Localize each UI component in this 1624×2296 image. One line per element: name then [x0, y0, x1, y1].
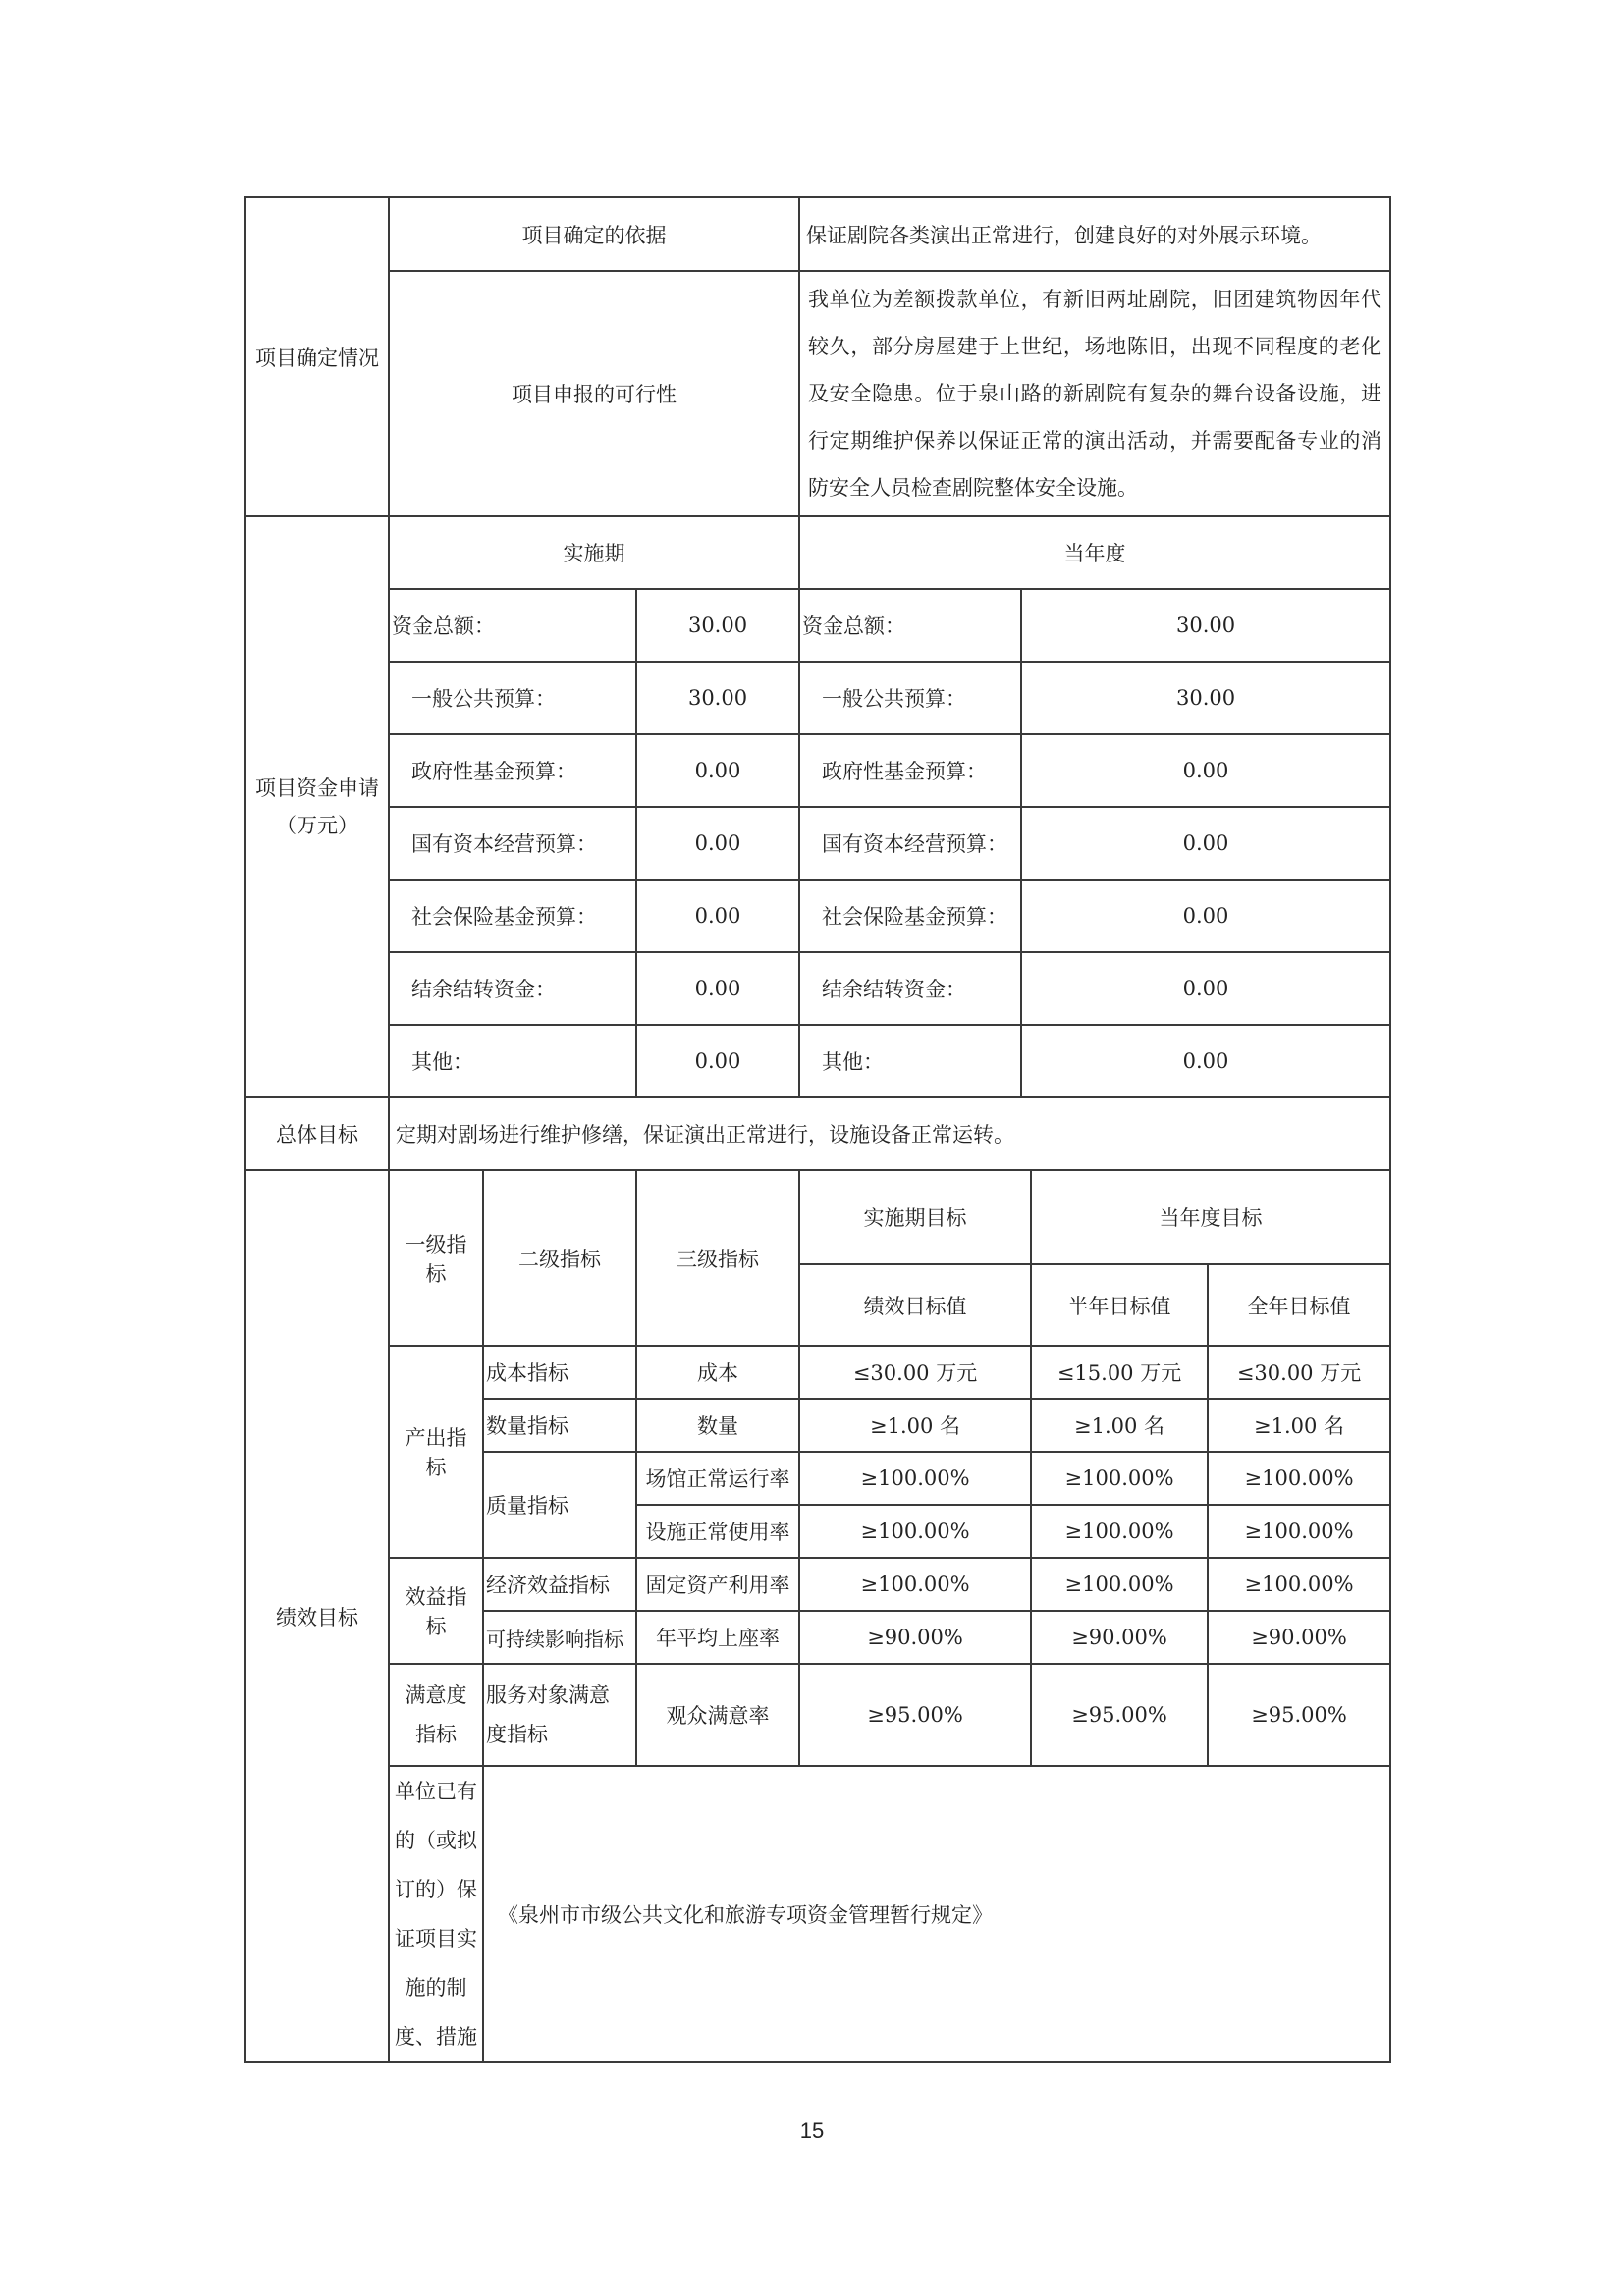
page-number: 15	[799, 2118, 825, 2143]
indicator-full-year: ≥100.00%	[1208, 1505, 1390, 1558]
indicator-perf-value: ≥100.00%	[799, 1505, 1031, 1558]
funding-label: 结余结转资金：	[389, 952, 636, 1025]
funding-year-value: 30.00	[1021, 589, 1390, 662]
funding-header-row	[245, 516, 1390, 589]
indicator-half-year: ≥100.00%	[1031, 1505, 1208, 1558]
funding-period-header: 实施期	[389, 516, 799, 589]
funding-year-value: 0.00	[1021, 880, 1390, 952]
funding-year-value: 0.00	[1021, 734, 1390, 807]
funding-row	[245, 734, 1390, 807]
indicator-half-year: ≤15.00 万元	[1031, 1346, 1208, 1399]
header-half-year: 半年目标值	[1031, 1264, 1208, 1346]
indicator-full-year: ≥100.00%	[1208, 1452, 1390, 1505]
overall-goal-text: 定期对剧场进行维护修缮，保证演出正常进行，设施设备正常运转。	[389, 1097, 1390, 1170]
funding-row	[245, 880, 1390, 952]
indicator-row	[245, 1664, 1390, 1766]
funding-label: 一般公共预算：	[389, 662, 636, 734]
funding-label: 政府性基金预算：	[389, 734, 636, 807]
measures-label: 单位已有的（或拟订的）保证项目实施的制度、措施	[389, 1766, 483, 2062]
measures-text: 《泉州市市级公共文化和旅游专项资金管理暂行规定》	[483, 1766, 1390, 2062]
indicator-level2: 经济效益指标	[483, 1558, 636, 1611]
indicator-level3: 设施正常使用率	[636, 1505, 799, 1558]
indicator-level2: 成本指标	[483, 1346, 636, 1399]
funding-year-label: 社会保险基金预算：	[799, 880, 1021, 952]
indicator-level3: 固定资产利用率	[636, 1558, 799, 1611]
project-performance-table	[244, 196, 1391, 2063]
header-level1: 一级指标	[389, 1170, 483, 1346]
indicator-half-year: ≥95.00%	[1031, 1664, 1208, 1766]
measures-row	[245, 1766, 1390, 2062]
header-period-target: 实施期目标	[799, 1170, 1031, 1264]
indicator-full-year: ≥1.00 名	[1208, 1399, 1390, 1452]
group-benefit: 效益指标	[389, 1558, 483, 1664]
basis-row	[245, 197, 1390, 271]
indicator-perf-value: ≥100.00%	[799, 1452, 1031, 1505]
indicator-full-year: ≥90.00%	[1208, 1611, 1390, 1664]
indicator-full-year: ≤30.00 万元	[1208, 1346, 1390, 1399]
indicator-level3: 观众满意率	[636, 1664, 799, 1766]
funding-row	[245, 662, 1390, 734]
funding-period-value: 0.00	[636, 734, 799, 807]
indicator-level2: 质量指标	[483, 1452, 636, 1558]
indicator-half-year: ≥100.00%	[1031, 1452, 1208, 1505]
funding-label: 社会保险基金预算：	[389, 880, 636, 952]
indicator-row	[245, 1346, 1390, 1399]
feasibility-row	[245, 271, 1390, 516]
funding-year-value: 30.00	[1021, 662, 1390, 734]
group-output: 产出指标	[389, 1346, 483, 1558]
funding-year-header: 当年度	[799, 516, 1390, 589]
overall-goal-label: 总体目标	[245, 1097, 389, 1170]
indicator-level3: 数量	[636, 1399, 799, 1452]
funding-period-value: 30.00	[636, 589, 799, 662]
indicator-level2: 服务对象满意度指标	[483, 1664, 636, 1766]
funding-period-value: 0.00	[636, 880, 799, 952]
indicator-full-year: ≥100.00%	[1208, 1558, 1390, 1611]
funding-row	[245, 807, 1390, 880]
indicator-level3: 场馆正常运行率	[636, 1452, 799, 1505]
performance-header-row	[245, 1170, 1390, 1264]
indicator-perf-value: ≥1.00 名	[799, 1399, 1031, 1452]
feasibility-text: 我单位为差额拨款单位，有新旧两址剧院，旧团建筑物因年代较久，部分房屋建于上世纪，场地陈旧，出现不同程度的老化及安全隐患。位于泉山路的新剧院有复杂的舞台设备设施，进行定期维护保养以保证正常的演出活动，并需要配备专业的消防安全人员检查剧院整体安全设施。	[799, 271, 1390, 516]
funding-section-label: 项目资金申请（万元）	[245, 516, 389, 1097]
project-basis-section-label: 项目确定情况	[245, 197, 389, 516]
group-satisfaction: 满意度指标	[389, 1664, 483, 1766]
funding-year-label: 政府性基金预算：	[799, 734, 1021, 807]
indicator-row	[245, 1558, 1390, 1611]
indicator-perf-value: ≥95.00%	[799, 1664, 1031, 1766]
indicator-level3: 成本	[636, 1346, 799, 1399]
overall-goal-row	[245, 1097, 1390, 1170]
header-level2: 二级指标	[483, 1170, 636, 1346]
performance-section-label: 绩效目标	[245, 1170, 389, 2062]
indicator-level2: 数量指标	[483, 1399, 636, 1452]
funding-year-value: 0.00	[1021, 1025, 1390, 1097]
header-year-target: 当年度目标	[1031, 1170, 1390, 1264]
indicator-half-year: ≥1.00 名	[1031, 1399, 1208, 1452]
funding-year-label: 结余结转资金：	[799, 952, 1021, 1025]
basis-text: 保证剧院各类演出正常进行，创建良好的对外展示环境。	[799, 197, 1390, 271]
funding-row	[245, 589, 1390, 662]
funding-period-value: 0.00	[636, 1025, 799, 1097]
funding-year-label: 国有资本经营预算：	[799, 807, 1021, 880]
funding-year-value: 0.00	[1021, 807, 1390, 880]
funding-year-label: 一般公共预算：	[799, 662, 1021, 734]
indicator-full-year: ≥95.00%	[1208, 1664, 1390, 1766]
funding-period-value: 30.00	[636, 662, 799, 734]
funding-period-value: 0.00	[636, 807, 799, 880]
indicator-half-year: ≥100.00%	[1031, 1558, 1208, 1611]
funding-period-value: 0.00	[636, 952, 799, 1025]
indicator-half-year: ≥90.00%	[1031, 1611, 1208, 1664]
funding-row	[245, 1025, 1390, 1097]
feasibility-label: 项目申报的可行性	[389, 271, 799, 516]
funding-label: 国有资本经营预算：	[389, 807, 636, 880]
indicator-perf-value: ≥100.00%	[799, 1558, 1031, 1611]
funding-year-label: 其他：	[799, 1025, 1021, 1097]
header-full-year: 全年目标值	[1208, 1264, 1390, 1346]
indicator-perf-value: ≥90.00%	[799, 1611, 1031, 1664]
header-level3: 三级指标	[636, 1170, 799, 1346]
indicator-level2: 可持续影响指标	[483, 1611, 636, 1664]
funding-year-value: 0.00	[1021, 952, 1390, 1025]
basis-label: 项目确定的依据	[389, 197, 799, 271]
funding-year-label: 资金总额：	[799, 589, 1021, 662]
funding-label: 其他：	[389, 1025, 636, 1097]
funding-row	[245, 952, 1390, 1025]
indicator-perf-value: ≤30.00 万元	[799, 1346, 1031, 1399]
funding-label: 资金总额：	[389, 589, 636, 662]
header-perf-value: 绩效目标值	[799, 1264, 1031, 1346]
indicator-level3: 年平均上座率	[636, 1611, 799, 1664]
